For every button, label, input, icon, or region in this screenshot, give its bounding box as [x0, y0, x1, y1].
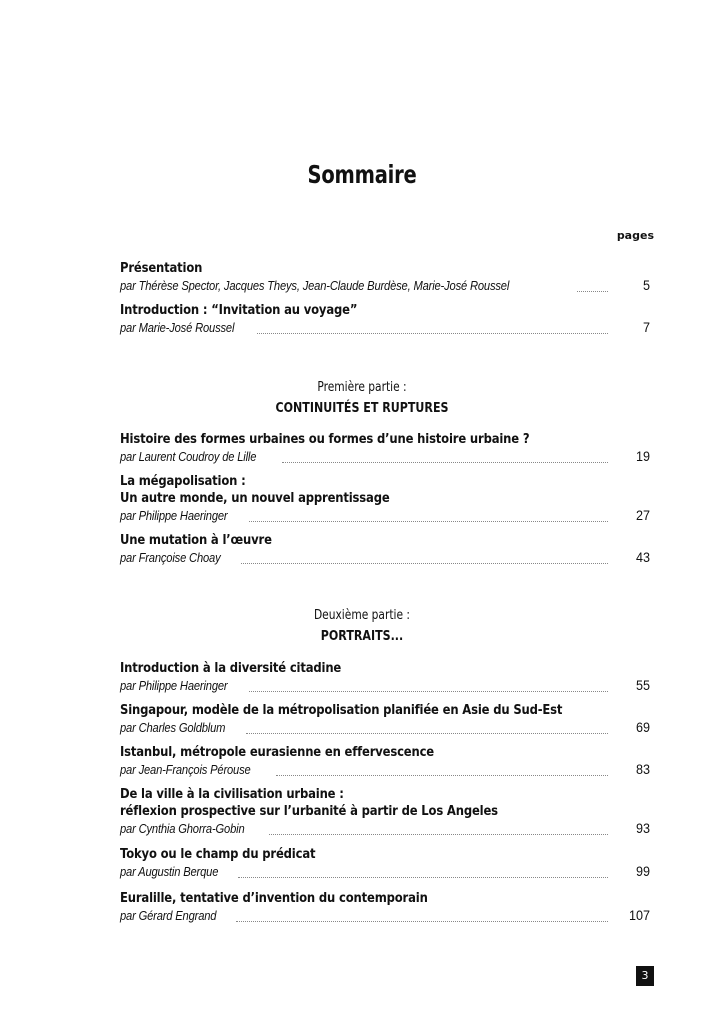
entry-title: Istanbul, métropole eurasienne en effervescence — [120, 744, 435, 760]
toc-entry[interactable] — [120, 702, 650, 737]
entry-page-number: 43 — [635, 549, 650, 565]
leader-dots — [249, 690, 608, 692]
toc-entry[interactable] — [120, 302, 650, 337]
entry-title: Présentation — [120, 260, 203, 276]
part-title: CONTINUITÉS ET RUPTURES — [275, 400, 449, 416]
leader-dots — [241, 562, 608, 564]
entry-page-number: 27 — [635, 507, 650, 523]
entry-title: Introduction à la diversité citadine — [120, 660, 342, 676]
leader-dots — [246, 732, 608, 734]
entry-page-number: 107 — [628, 907, 650, 923]
entry-title: Singapour, modèle de la métropolisation planifiée en Asie du Sud-Est — [120, 702, 563, 718]
entry-page-number: 99 — [635, 863, 650, 879]
entry-author: par Marie-José Roussel — [120, 320, 235, 335]
entry-title-line-2: réflexion prospective sur l’urbanité à partir de Los Angeles — [120, 803, 498, 819]
entry-author: par Philippe Haeringer — [120, 508, 228, 523]
entry-title-line-2: Un autre monde, un nouvel apprentissage — [120, 490, 390, 506]
leader-dots — [282, 461, 608, 463]
entry-page-number: 93 — [635, 820, 650, 836]
part-header — [0, 606, 724, 646]
toc-entry[interactable] — [120, 660, 650, 695]
entry-title: Une mutation à l’œuvre — [120, 532, 272, 548]
toc-entry[interactable] — [120, 846, 650, 881]
toc-entry[interactable] — [120, 473, 650, 525]
page-folio: 3 — [636, 966, 654, 986]
entry-author: par Philippe Haeringer — [120, 678, 228, 693]
entry-page-number: 55 — [635, 677, 650, 693]
entry-title: Euralille, tentative d’invention du contemporain — [120, 890, 428, 906]
entry-title: Tokyo ou le champ du prédicat — [120, 846, 316, 862]
part-label: Première partie : — [317, 380, 407, 395]
leader-dots — [257, 332, 608, 334]
entry-author: par Cynthia Ghorra-Gobin — [120, 821, 245, 836]
entry-title: Histoire des formes urbaines ou formes d’une histoire urbaine ? — [120, 431, 530, 447]
part-header — [0, 378, 724, 418]
leader-dots — [238, 876, 608, 878]
entry-author: par Françoise Choay — [120, 550, 221, 565]
entry-title: Introduction : “Invitation au voyage” — [120, 302, 358, 318]
entry-author: par Jean-François Pérouse — [120, 762, 251, 777]
entry-page-number: 7 — [642, 319, 650, 335]
part-label: Deuxième partie : — [313, 608, 411, 623]
toc-entry[interactable] — [120, 532, 650, 567]
leader-dots — [249, 520, 608, 522]
entry-author: par Augustin Berque — [120, 864, 219, 879]
entry-author: par Thérèse Spector, Jacques Theys, Jean-Claude Burdèse, Marie-José Roussel — [120, 278, 510, 293]
toc-entry[interactable] — [120, 431, 650, 466]
entry-author: par Laurent Coudroy de Lille — [120, 449, 257, 464]
entry-author: par Gérard Engrand — [120, 908, 217, 923]
entry-title: De la ville à la civilisation urbaine : — [120, 786, 344, 802]
entry-page-number: 5 — [642, 277, 650, 293]
toc-entry[interactable] — [120, 890, 650, 925]
entry-page-number: 69 — [635, 719, 650, 735]
leader-dots — [236, 920, 608, 922]
toc-entry[interactable] — [120, 786, 650, 838]
toc-entry[interactable] — [120, 260, 650, 295]
leader-dots — [577, 290, 608, 292]
part-title: PORTRAITS... — [320, 628, 404, 644]
toc-entry[interactable] — [120, 744, 650, 779]
leader-dots — [269, 833, 608, 835]
entry-page-number: 83 — [635, 761, 650, 777]
pages-column-label: pages — [616, 229, 654, 242]
entry-author: par Charles Goldblum — [120, 720, 226, 735]
entry-title: La mégapolisation : — [120, 473, 246, 489]
leader-dots — [276, 774, 608, 776]
entry-page-number: 19 — [635, 448, 650, 464]
page-title: Sommaire — [307, 160, 417, 189]
